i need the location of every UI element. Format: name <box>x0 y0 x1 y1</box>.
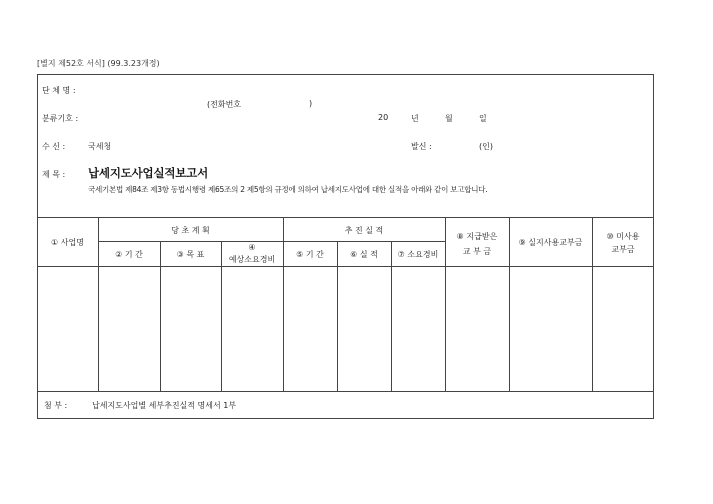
recipient-value: 국세청 <box>88 142 112 151</box>
subject-label: 제 목 : <box>42 170 66 179</box>
header-actual-cost: ⑦ 소요경비 <box>397 250 439 259</box>
phone-label: (전화번호 <box>207 100 242 109</box>
org-label: 단 체 명 : <box>42 86 76 95</box>
header-used-grant: ⑨ 실지사용교부금 <box>518 238 583 247</box>
table-top-border <box>37 217 654 218</box>
header-grant-received-sub: 교 부 금 <box>462 247 492 256</box>
header-actual-period: ⑤ 기 간 <box>296 250 324 259</box>
column-divider <box>337 241 338 391</box>
header-business-name: ① 사업명 <box>51 238 84 247</box>
header-plan-budget-number: ④ <box>248 243 256 252</box>
date-year: 20 <box>378 113 389 122</box>
attachment-label: 첨 부 : <box>44 401 68 410</box>
table-bottom-border <box>37 391 654 392</box>
header-plan-period: ② 기 간 <box>115 250 143 259</box>
phone-close: ) <box>309 99 313 108</box>
date-day-unit: 일 <box>479 114 487 123</box>
recipient-label: 수 신 : <box>42 142 66 151</box>
table-header-bottom-border <box>37 266 654 267</box>
header-unused-grant: ⑩ 미사용 <box>606 232 640 241</box>
class-label: 분류기호 : <box>42 114 79 123</box>
column-divider <box>98 217 99 391</box>
header-actual-progress: 추 진 실 적 <box>344 226 384 235</box>
date-year-unit: 년 <box>411 114 419 123</box>
date-month-unit: 월 <box>445 114 453 123</box>
header-plan-budget: 예상소요경비 <box>228 255 276 264</box>
column-divider <box>391 241 392 391</box>
header-plan-target: ③ 목 표 <box>176 250 205 259</box>
attachment-value: 납세지도사업별 세부추진실적 명세서 1부 <box>92 401 237 410</box>
seal-mark: (인) <box>479 142 493 151</box>
document-title: 납세지도사업실적보고서 <box>88 166 208 180</box>
column-divider <box>160 241 161 391</box>
header-grant-received: ⑧ 지급받은 <box>456 232 498 241</box>
header-unused-grant-sub: 교부금 <box>611 245 635 254</box>
body-text: 국세기본법 제84조 제3항 동법시행령 제65조의 2 제5항의 규정에 의하여 납세지도사업에 대한 실적을 아래와 같이 보고합니다. <box>88 185 488 194</box>
sender-label: 발신 : <box>411 142 432 151</box>
header-original-plan: 당 초 계 획 <box>171 226 210 235</box>
header-actual-result: ⑥ 실 적 <box>350 250 378 259</box>
table-subheader-border <box>98 241 445 242</box>
column-divider <box>445 217 446 391</box>
form-label: [별지 제52호 서식] (99.3.23개정) <box>37 59 160 68</box>
column-divider <box>283 217 284 391</box>
